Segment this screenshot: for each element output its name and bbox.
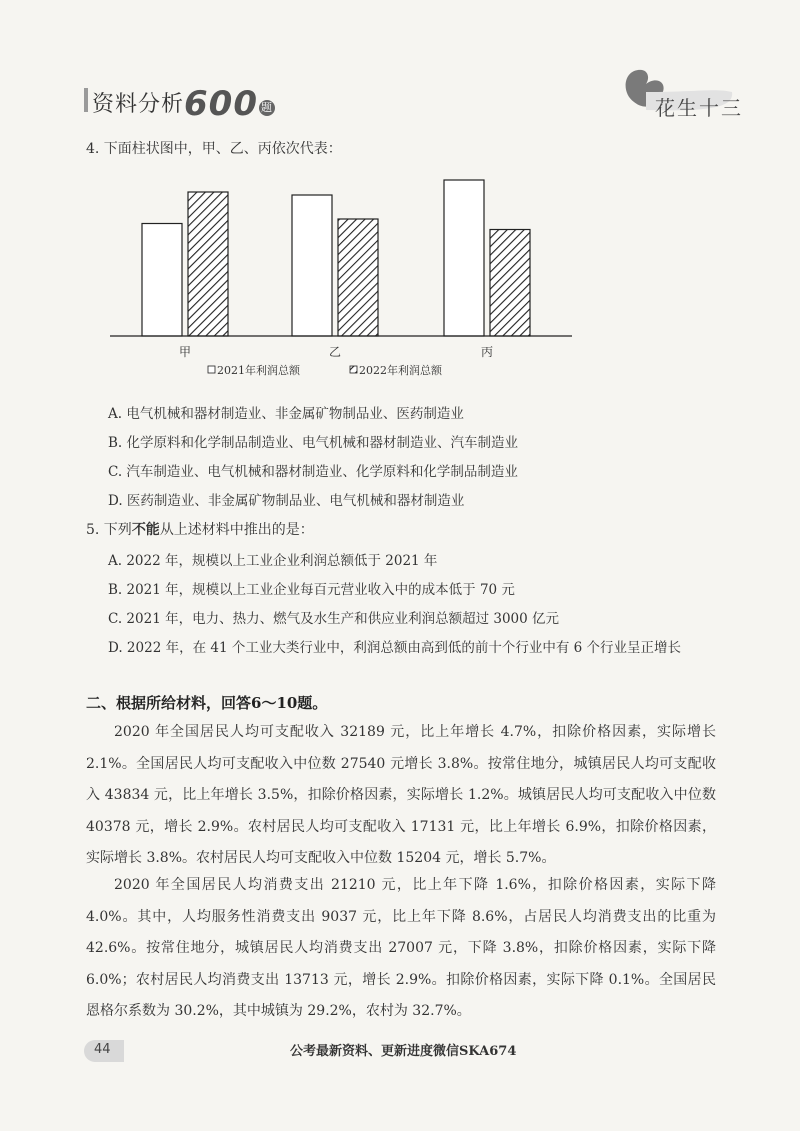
brand-name: 花生十三 <box>655 96 743 120</box>
q5-option-a[interactable]: A. 2022 年，规模以上工业企业利润总额低于 2021 年 <box>108 553 438 569</box>
bar-乙-2021 <box>292 195 332 336</box>
q5-stem-emphasis: 不能 <box>131 522 160 538</box>
book-title-text: 资料分析 <box>92 92 185 117</box>
legend-label-2021: 2021年利润总额 <box>217 364 300 377</box>
book-title <box>92 84 275 124</box>
section-title: 二、根据所给材料，回答6～10题。 <box>86 694 328 712</box>
q5-stem-suffix: 从上述材料中推出的是： <box>159 522 314 538</box>
x-tick-label: 乙 <box>328 345 342 359</box>
x-tick-label: 甲 <box>178 345 192 359</box>
material-paragraph-1: 2020 年全国居民人均可支配收入 32189 元，比上年增长 4.7%，扣除价格因素，实际增长 2.1%。全国居民人均可支配收入中位数 27540 元增长 3.8%。按常住地分，城镇居民人均可支配收入 43834 元，比上年增长 3.5%，扣除价格因素，实际增长 1.2%。城镇居民人均可支配收入中位数 40378 元，增长 2.9%。农村居民人均可支配收入 17131 元，比上年增长 6.9%，扣除价格因素，实际增长 3.8%。农村居民人均可支配收入中位数 15204 元，增长 5.7%。 <box>86 724 716 866</box>
q4-option-d[interactable]: D. 医药制造业、非金属矿物制品业、电气机械和器材制造业 <box>108 493 465 509</box>
q4-stem: 4. 下面柱状图中，甲、乙、丙依次代表： <box>86 141 342 157</box>
x-tick-label: 丙 <box>480 345 494 359</box>
page-number: 44 <box>94 1042 111 1057</box>
legend-label-2022: 2022年利润总额 <box>359 364 442 377</box>
bar-甲-2022 <box>188 192 228 336</box>
q5-option-c[interactable]: C. 2021 年，电力、热力、燃气及水生产和供应业利润总额超过 3000 亿元 <box>108 611 560 627</box>
header-bar <box>84 88 88 112</box>
bar-chart <box>84 160 604 385</box>
q5-option-b[interactable]: B. 2021 年，规模以上工业企业每百元营业收入中的成本低于 70 元 <box>108 582 515 598</box>
q5-option-d[interactable]: D. 2022 年，在 41 个工业大类行业中，利润总额由高到低的前十个行业中有 6 个行业呈正增长 <box>108 640 682 656</box>
q4-option-b[interactable]: B. 化学原料和化学制品制造业、电气机械和器材制造业、汽车制造业 <box>108 435 519 451</box>
bar-丙-2021 <box>444 180 484 336</box>
bar-甲-2021 <box>142 224 182 337</box>
q5-stem <box>86 519 314 539</box>
book-title-suffix: 题 <box>261 101 273 114</box>
legend-swatch-2022 <box>350 366 357 373</box>
material-paragraph-2: 2020 年全国居民人均消费支出 21210 元，比上年下降 1.6%，扣除价格因素，实际下降 4.0%。其中，人均服务性消费支出 9037 元，比上年下降 8.6%，占居民人均消费支出的比重为 42.6%。按常住地分，城镇居民人均消费支出 27007 元，下降 3.8%，扣除价格因素，实际下降 6.0%；农村居民人均消费支出 13713 元，增长 2.9%。扣除价格因素，实际下降 0.1%。全国居民恩格尔系数为 30.2%，其中城镇为 29.2%，农村为 32.7%。 <box>86 877 716 1019</box>
book-title-number: 600 <box>184 84 258 124</box>
q4-option-c[interactable]: C. 汽车制造业、电气机械和器材制造业、化学原料和化学制品制造业 <box>108 464 518 480</box>
q4-option-a[interactable]: A. 电气机械和器材制造业、非金属矿物制品业、医药制造业 <box>108 406 464 422</box>
bar-乙-2022 <box>338 219 378 336</box>
footer-note: 公考最新资料、更新进度微信SKA674 <box>290 1044 517 1059</box>
q5-stem-prefix: 5. 下列 <box>86 522 132 538</box>
bar-丙-2022 <box>490 230 530 337</box>
legend-swatch-2021 <box>208 366 215 373</box>
